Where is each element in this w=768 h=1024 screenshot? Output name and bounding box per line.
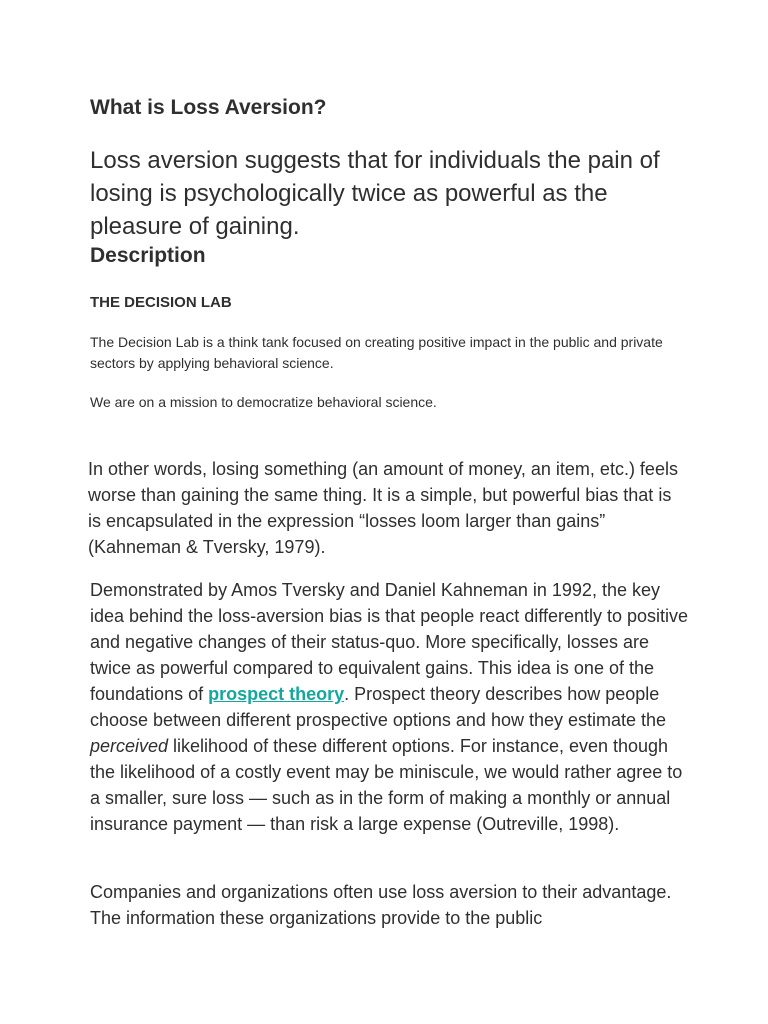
para-text-part1: Demonstrated by Amos Tversky and Daniel Kahneman in 1992, the key idea behind the loss-aversion bias is that people react differently to positive and negative changes of their status-quo. More specifically, losses are twice as powerful compared to equivalent gains. This idea is one of the foundations of: [90, 580, 689, 704]
body-paragraph-3: Companies and organizations often use loss aversion to their advantage. The information these organizations provide to the public: [90, 882, 672, 928]
lead-paragraph: Loss aversion suggests that for individuals the pain of losing is psychologically twice as powerful as the pleasure of gaining.: [90, 147, 660, 240]
para-text-part2: . Prospect theory describes how people choose between different prospective options and how they estimate the: [90, 684, 667, 730]
body-paragraph-2: [90, 577, 690, 837]
org-heading: THE DECISION LAB: [90, 294, 232, 311]
para-text-part3: likelihood of these different options. For instance, even though the likelihood of a costly event may be miniscule, we would rather agree to a smaller, sure loss — such as in the form of making a monthly or annual insurance payment — than risk a large expense (Outreville, 1998).: [90, 736, 683, 834]
page-title: What is Loss Aversion?: [90, 96, 327, 119]
prospect-theory-link[interactable]: prospect theory: [208, 684, 345, 704]
description-heading: Description: [90, 244, 206, 267]
body-paragraph-1: In other words, losing something (an amount of money, an item, etc.) feels worse than gaining the same thing. It is a simple, but powerful bias that is is encapsulated in the expression “losses loom larger than gains” (Kahneman & Tversky, 1979).: [88, 459, 678, 557]
org-paragraph-2: We are on a mission to democratize behavioral science.: [90, 394, 437, 410]
org-paragraph-1: The Decision Lab is a think tank focused on creating positive impact in the public and private sectors by applying behavioral science.: [90, 334, 663, 371]
perceived-emphasis: perceived: [90, 736, 169, 756]
